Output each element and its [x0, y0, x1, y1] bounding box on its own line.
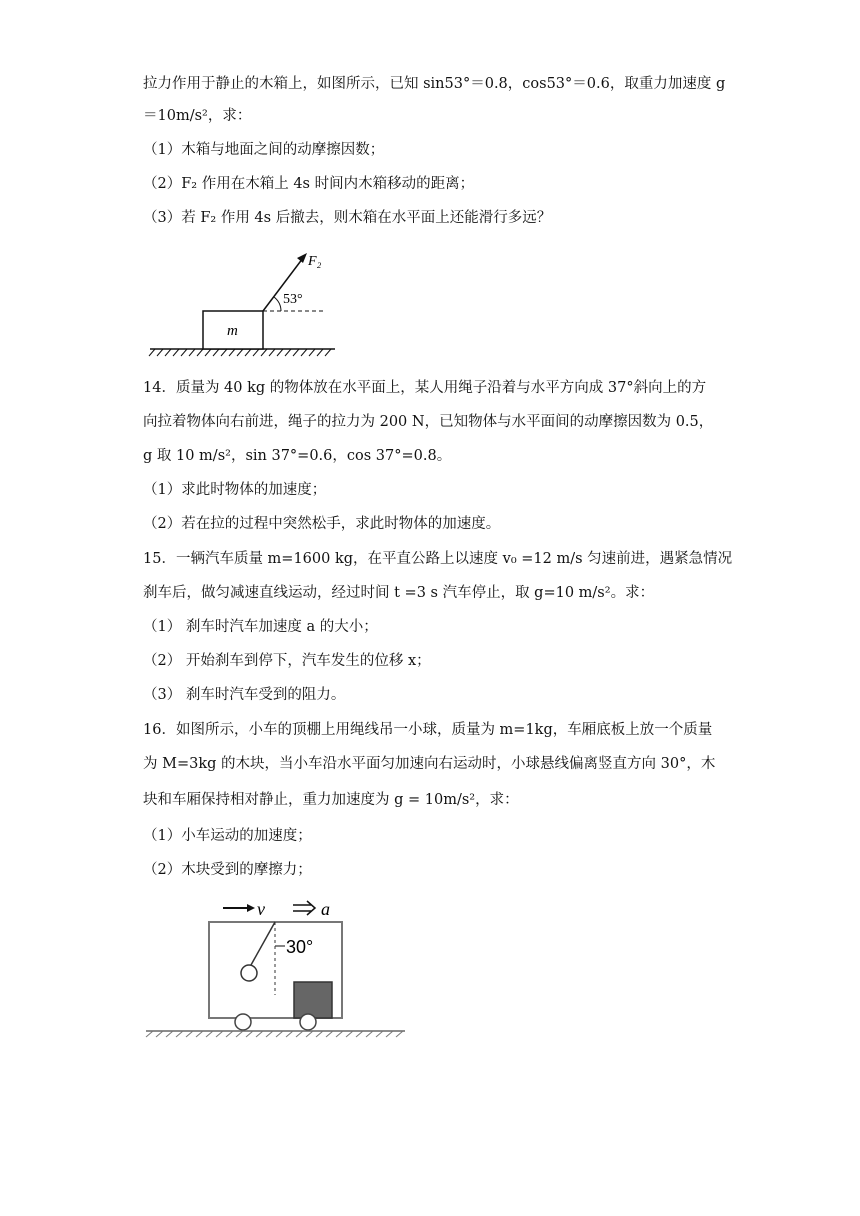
cart-angle-label: 30°	[286, 937, 314, 957]
text-line: （3） 刹车时汽车受到的阻力。	[143, 687, 346, 703]
text-line: g 取 10 m/s²，sin 37°=0.6，cos 37°=0.8。	[143, 448, 452, 464]
text-line: 为 M=3kg 的木块，当小车沿水平面匀加速向右运动时，小球悬线偏离竖直方向 30°，木	[143, 756, 716, 772]
mass-label: m	[227, 323, 238, 339]
text-line: 块和车厢保持相对静止，重力加速度为 g = 10m/s²，求：	[143, 792, 519, 808]
text-line: 16．如图所示，小车的顶棚上用绳线吊一小球，质量为 m=1kg，车厢底板上放一个质量	[143, 722, 713, 738]
text-line: ＝10m/s²，求：	[143, 108, 252, 124]
text-line: 14．质量为 40 kg 的物体放在水平面上，某人用绳子沿着与水平方向成 37°斜向上的方	[143, 380, 707, 396]
text-line: （2） 开始刹车到停下，汽车发生的位移 x；	[143, 653, 431, 669]
text-line: （2）若在拉的过程中突然松手，求此时物体的加速度。	[143, 516, 501, 532]
text-line: 15．一辆汽车质量 m=1600 kg，在平直公路上以速度 v₀ =12 m/s 匀速前进，遇紧急情况	[143, 551, 733, 567]
wheel-right	[300, 1014, 316, 1030]
velocity-label: v	[257, 899, 265, 919]
force-label: F₂	[308, 254, 322, 269]
text-line: （2）F₂ 作用在木箱上 4s 时间内木箱移动的距离；	[143, 176, 475, 192]
text-line: （1） 刹车时汽车加速度 a 的大小；	[143, 619, 378, 635]
text-line: （1）求此时物体的加速度；	[143, 482, 327, 498]
text-line: （1）小车运动的加速度；	[143, 828, 312, 844]
accel-label: a	[321, 899, 330, 919]
block	[294, 982, 332, 1018]
text-line: 拉力作用于静止的木箱上，如图所示，已知 sin53°＝0.8，cos53°＝0.6，取重力加速度 g	[143, 76, 726, 92]
text-line: 刹车后，做匀减速直线运动，经过时间 t =3 s 汽车停止，取 g=10 m/s²。求：	[143, 585, 655, 601]
figure-cart	[143, 895, 413, 1045]
text-line: （1）木箱与地面之间的动摩擦因数；	[143, 142, 385, 158]
text-line: （2）木块受到的摩擦力；	[143, 862, 312, 878]
ball	[241, 965, 257, 981]
figure-box-force	[145, 245, 345, 360]
text-line: 向拉着物体向右前进，绳子的拉力为 200 N，已知物体与水平面间的动摩擦因数为 0.5，	[143, 414, 714, 430]
text-line: （3）若 F₂ 作用 4s 后撤去，则木箱在水平面上还能滑行多远？	[143, 210, 552, 226]
wheel-left	[235, 1014, 251, 1030]
angle-label: 53°	[283, 292, 303, 307]
